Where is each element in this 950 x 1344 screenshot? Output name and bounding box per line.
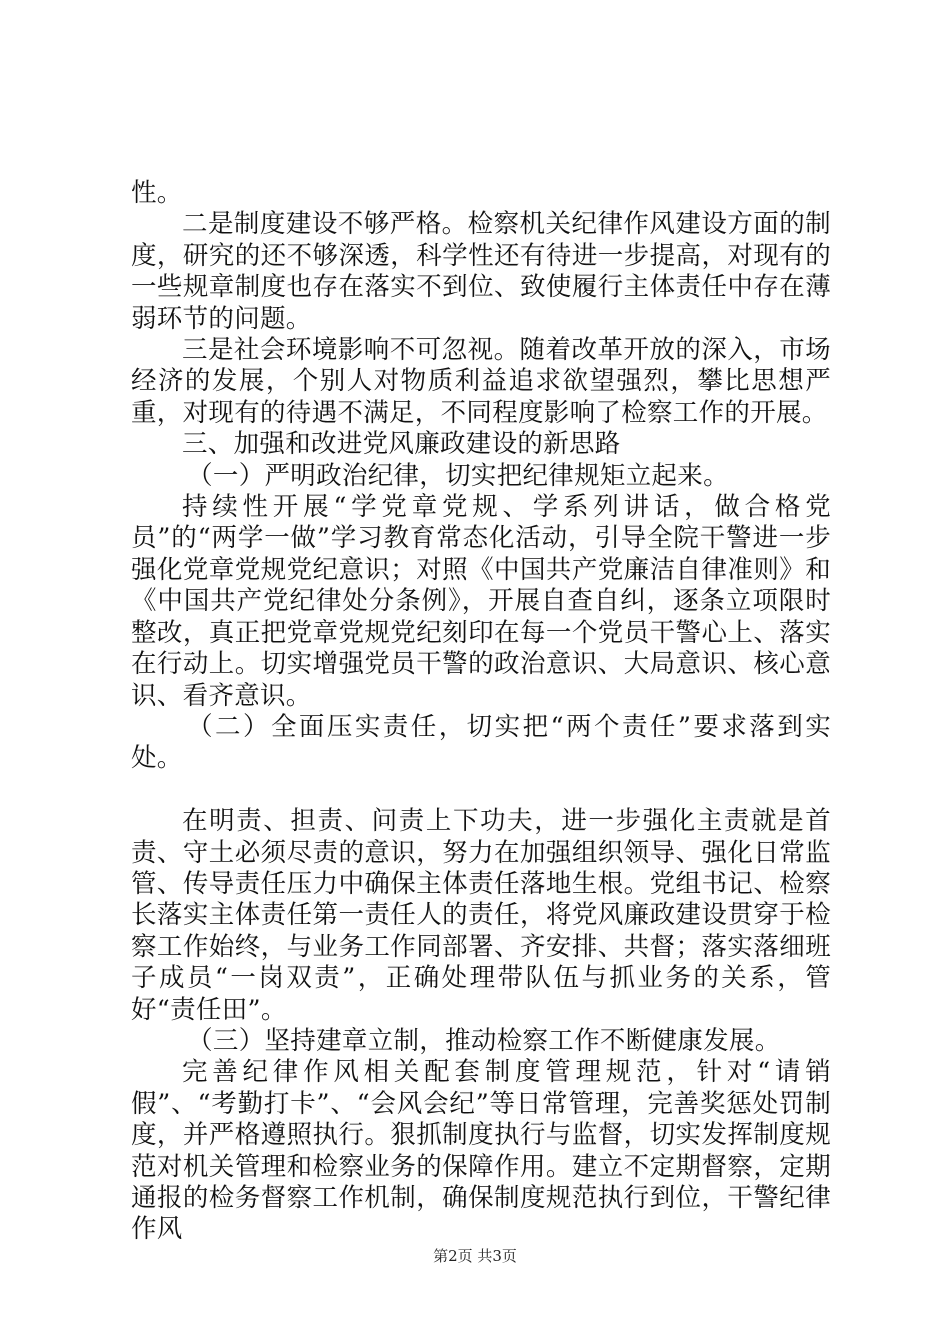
subheading-regulations: （三）坚持建章立制，推动检察工作不断健康发展。 xyxy=(187,1025,781,1056)
page-footer: 第2页 共3页 xyxy=(433,1247,517,1265)
blank-line xyxy=(131,775,831,806)
paragraph-continuation: 性。 xyxy=(131,178,183,208)
paragraph-social-environment: 三是社会环境影响不可忽视。随着改革开放的深入，市场经济的发展，个别人对物质利益追求欲望强烈，攀比思想严重，对现有的待遇不满足，不同程度影响了检察工作的开展。 xyxy=(131,335,831,428)
subheading-two-responsibilities: （二）全面压实责任，切实把“两个责任”要求落到实处。 xyxy=(131,711,831,774)
document-body xyxy=(131,178,831,1246)
paragraph-management-rules: 完善纪律作风相关配套制度管理规范，针对“请销假”、“考勤打卡”、“会风会纪”等日常管理，完善奖惩处罚制度，并严格遵照执行。狠抓制度执行与监督，切实发挥制度规范对机关管理和检察业务的保障作用。建立不定期督察，定期通报的检务督察工作机制，确保制度规范执行到位，干警纪律作风 xyxy=(131,1057,831,1245)
section-heading-new-ideas: 三、加强和改进党风廉政建设的新思路 xyxy=(182,429,621,460)
paragraph-two-studies-one-action: 持续性开展“学党章党规、学系列讲话，做合格党员”的“两学一做”学习教育常态化活动，引导全院干警进一步强化党章党规党纪意识；对照《中国共产党廉洁自律准则》和《中国共产党纪律处分条例》，开展自查自纠，逐条立项限时整改，真正把党章党规党纪刻印在每一个党员干警心上、落实在行动上。切实增强党员干警的政治意识、大局意识、核心意识、看齐意识。 xyxy=(131,492,831,711)
paragraph-institution-building: 二是制度建设不够严格。检察机关纪律作风建设方面的制度，研究的还不够深透，科学性还有待进一步提高，对现有的一些规章制度也存在落实不到位、致使履行主体责任中存在薄弱环节的问题。 xyxy=(131,209,831,334)
paragraph-responsibility: 在明责、担责、问责上下功夫，进一步强化主责就是首责、守土必须尽责的意识，努力在加强组织领导、强化日常监管、传导责任压力中确保主体责任落地生根。党组书记、检察长落实主体责任第一责任人的责任，将党风廉政建设贯穿于检察工作始终，与业务工作同部署、齐安排、共督；落实落细班子成员“一岗双责”，正确处理带队伍与抓业务的关系，管好“责任田”。 xyxy=(131,806,831,1025)
subheading-political-discipline: （一）严明政治纪律，切实把纪律规矩立起来。 xyxy=(187,460,729,491)
